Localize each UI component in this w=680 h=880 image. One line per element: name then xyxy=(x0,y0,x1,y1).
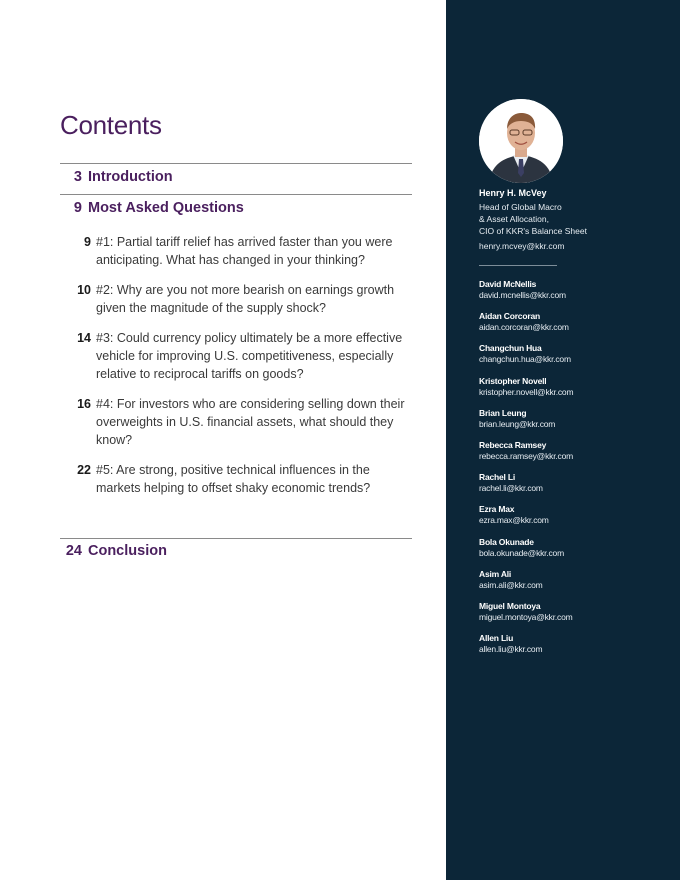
toc-section-label: Introduction xyxy=(88,169,173,185)
team-member-name: Rebecca Ramsey xyxy=(479,439,547,450)
team-member-email[interactable]: rebecca.ramsey@kkr.com xyxy=(479,450,573,461)
team-member-email[interactable]: rachel.li@kkr.com xyxy=(479,483,543,494)
lead-author-title-line: CIO of KKR's Balance Sheet xyxy=(479,226,587,236)
team-list xyxy=(479,279,669,665)
toc-section-conclusion[interactable] xyxy=(60,543,167,559)
question-list xyxy=(60,233,412,509)
team-member-name: Asim Ali xyxy=(479,568,512,579)
toc-question-text: #1: Partial tariff relief has arrived faster than you were anticipating. What has changed in your thinking? xyxy=(96,235,393,267)
toc-question-text: #3: Could currency policy ultimately be a more effective vehicle for improving U.S. competitiveness, especially relative to reciprocal tariffs on goods? xyxy=(96,331,403,381)
team-member xyxy=(479,569,669,601)
portrait-image xyxy=(479,99,563,183)
team-member xyxy=(479,376,669,408)
toc-page-number: 24 xyxy=(65,543,82,559)
team-member xyxy=(479,311,669,343)
toc-question-text: #2: Why are you not more bearish on earnings growth given the magnitude of the supply shock? xyxy=(96,283,395,315)
team-member xyxy=(479,504,669,536)
team-member xyxy=(479,408,669,440)
team-member-name: Miguel Montoya xyxy=(479,600,541,611)
team-member xyxy=(479,440,669,472)
author-sidebar xyxy=(446,0,680,880)
team-member-email[interactable]: miguel.montoya@kkr.com xyxy=(479,611,573,622)
toc-section-most-asked-questions[interactable] xyxy=(60,200,244,216)
toc-page-number: 9 xyxy=(73,200,82,216)
team-member-email[interactable]: bola.okunade@kkr.com xyxy=(479,547,564,558)
lead-author-title-line: Head of Global Macro xyxy=(479,202,562,212)
toc-page-number: 22 xyxy=(77,463,91,477)
divider xyxy=(60,194,412,195)
toc-question-item[interactable] xyxy=(60,461,412,497)
team-member xyxy=(479,601,669,633)
team-member-name: Brian Leung xyxy=(479,407,527,418)
toc-question-item[interactable] xyxy=(60,329,412,383)
toc-question-text: #5: Are strong, positive technical influences in the markets helping to offset shaky economic trends? xyxy=(96,463,371,495)
team-member-email[interactable]: david.mcnellis@kkr.com xyxy=(479,290,566,300)
team-member xyxy=(479,633,669,665)
toc-section-label: Most Asked Questions xyxy=(88,200,244,216)
team-member-name: Ezra Max xyxy=(479,504,515,515)
team-member-email[interactable]: brian.leung@kkr.com xyxy=(479,418,556,429)
toc-question-item[interactable] xyxy=(60,395,412,449)
toc-page-number: 3 xyxy=(73,169,82,185)
toc-page-number: 14 xyxy=(77,331,91,345)
team-member-email[interactable]: changchun.hua@kkr.com xyxy=(479,354,571,365)
toc-question-item[interactable] xyxy=(60,281,412,317)
divider xyxy=(60,538,412,539)
team-member-email[interactable]: ezra.max@kkr.com xyxy=(479,515,549,526)
team-member-name: Allen Liu xyxy=(479,633,514,644)
toc-section-label: Conclusion xyxy=(88,543,167,559)
lead-author-title-line: & Asset Allocation, xyxy=(479,214,549,224)
team-member-email[interactable]: allen.liu@kkr.com xyxy=(479,644,543,655)
team-member-name: David McNellis xyxy=(479,279,537,289)
team-member xyxy=(479,343,669,375)
contents-panel xyxy=(60,0,412,880)
team-member xyxy=(479,537,669,569)
team-member xyxy=(479,472,669,504)
divider xyxy=(60,163,412,164)
toc-page-number: 9 xyxy=(84,235,91,249)
team-member-email[interactable]: asim.ali@kkr.com xyxy=(479,579,543,590)
toc-page-number: 10 xyxy=(77,283,91,297)
team-member-name: Changchun Hua xyxy=(479,343,542,354)
team-member-name: Kristopher Novell xyxy=(479,375,547,386)
team-member-email[interactable]: kristopher.novell@kkr.com xyxy=(479,386,574,397)
team-member-name: Rachel Li xyxy=(479,472,515,483)
team-member xyxy=(479,279,669,311)
author-portrait xyxy=(479,99,563,183)
lead-author-email[interactable]: henry.mcvey@kkr.com xyxy=(479,241,565,251)
toc-page-number: 16 xyxy=(77,397,91,411)
sidebar-divider xyxy=(479,265,557,266)
toc-question-item[interactable] xyxy=(60,233,412,269)
team-member-email[interactable]: aidan.corcoran@kkr.com xyxy=(479,322,569,333)
lead-author-name: Henry H. McVey xyxy=(479,188,547,198)
toc-question-text: #4: For investors who are considering selling down their overweights in U.S. financial assets, what should they know? xyxy=(96,397,405,447)
lead-author xyxy=(479,187,669,252)
team-member-name: Aidan Corcoran xyxy=(479,311,540,322)
toc-section-introduction[interactable] xyxy=(60,169,173,185)
team-member-name: Bola Okunade xyxy=(479,536,534,547)
page-title: Contents xyxy=(60,110,162,140)
